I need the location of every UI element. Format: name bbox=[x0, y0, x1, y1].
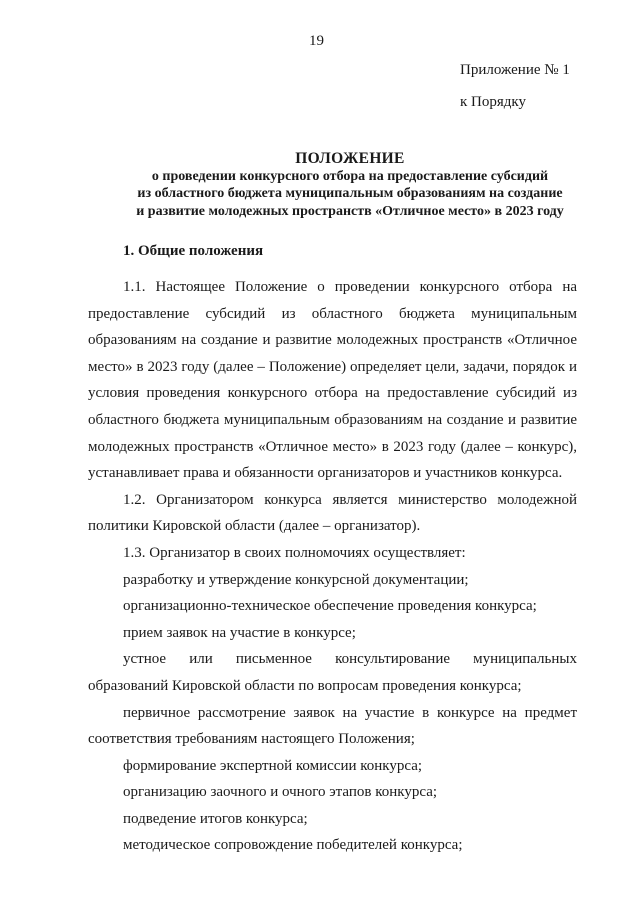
title-line-2: из областного бюджета муниципальным образованиям на создание bbox=[137, 186, 563, 201]
title-main: ПОЛОЖЕНИЕ bbox=[295, 150, 405, 167]
list-item: устное или письменное консультирование муниципальных образований Кировской области по вопросам проведения конкурса; bbox=[88, 651, 577, 694]
list-item: первичное рассмотрение заявок на участие в конкурсе на предмет соответствия требованиям настоящего Положения; bbox=[88, 704, 577, 748]
list-item: организационно-техническое обеспечение проведения конкурса; bbox=[123, 598, 537, 615]
paragraph: 1.2. Организатором конкурса является министерство молодежной политики Кировской области (далее – организатор). bbox=[88, 491, 577, 535]
list-item: организацию заочного и очного этапов конкурса; bbox=[123, 784, 438, 801]
list-item: подведение итогов конкурса; bbox=[123, 810, 308, 827]
list-item: методическое сопровождение победителей конкурса; bbox=[123, 837, 463, 854]
document-title bbox=[80, 150, 620, 220]
title-line-1: о проведении конкурсного отбора на предоставление субсидий bbox=[151, 168, 549, 184]
list-item: разработку и утверждение конкурсной документации; bbox=[123, 571, 469, 588]
appendix-reference: к Порядку bbox=[460, 94, 526, 110]
paragraph: 1.1. Настоящее Положение о проведении конкурсного отбора на предоставление субсидий из областного бюджета муниципальным образованиям на создание и развитие молодежных пространств «Отличное место» в 2023 году (далее – Положение) определяет цели, задачи, порядок и условия проведения конкурсного отбора на предоставление субсидий из областного бюджета муниципальным образованиям на создание и развитие молодежных пространств «Отличное место» в 2023 году (далее – конкурс), устанавливает права и обязанности организаторов и участников конкурса. bbox=[88, 279, 577, 482]
list-item: формирование экспертной комиссии конкурса; bbox=[123, 757, 423, 774]
title-line-3: и развитие молодежных пространств «Отличное место» в 2023 году bbox=[136, 203, 564, 219]
list-item: прием заявок на участие в конкурсе; bbox=[123, 624, 356, 641]
appendix-label: Приложение № 1 bbox=[460, 62, 570, 78]
section-heading: 1. Общие положения bbox=[123, 243, 264, 259]
page-number: 19 bbox=[309, 33, 324, 49]
section-body bbox=[88, 274, 577, 859]
paragraph: 1.3. Организатор в своих полномочиях осуществляет: bbox=[123, 544, 466, 561]
